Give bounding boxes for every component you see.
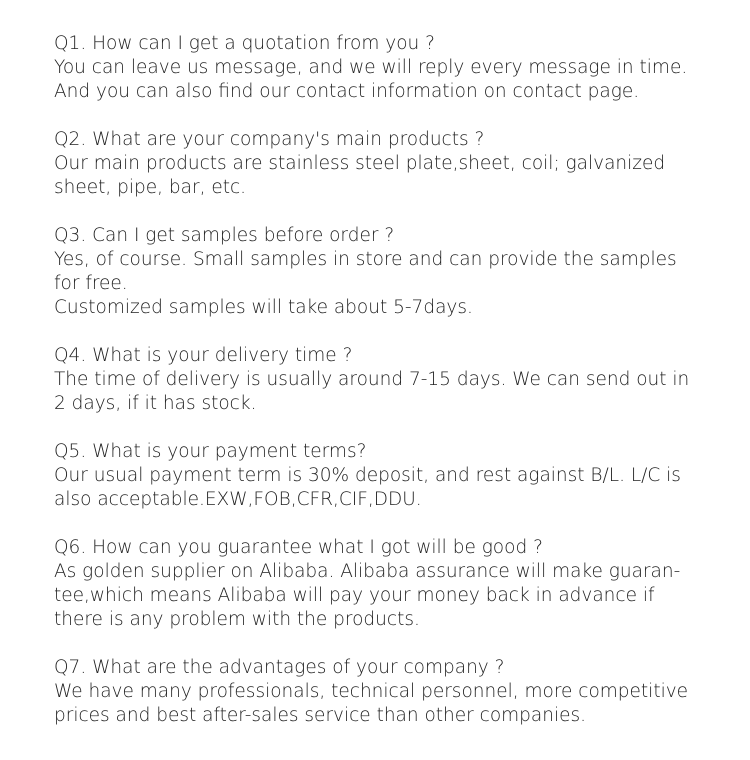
faq-item-q1 [54, 32, 734, 104]
faq-answer-line: Our main products are stainless steel plate,sheet, coil; galvanized [54, 153, 666, 174]
faq-answer-line: The time of delivery is usually around 7-15 days. We can send out in [54, 369, 690, 390]
faq-answer-line: for free. [54, 273, 128, 294]
faq-question: Q6. How can you guarantee what I got will be good ? [54, 537, 543, 558]
faq-answer-line: Yes, of course. Small samples in store and can provide the samples [54, 249, 677, 270]
faq-item-q4 [54, 344, 734, 416]
faq-question: Q3. Can I get samples before order ? [54, 225, 395, 246]
faq-answer-line: there is any problem with the products. [54, 609, 420, 630]
faq-answer-line: prices and best after-sales service than other companies. [54, 705, 587, 726]
faq-answer-line: You can leave us message, and we will reply every message in time. [54, 57, 688, 78]
faq-question: Q7. What are the advantages of your company ? [54, 657, 505, 678]
faq-item-q7 [54, 656, 734, 728]
faq-answer-line: As golden supplier on Alibaba. Alibaba assurance will make guaran- [54, 561, 681, 582]
faq-question: Q2. What are your company's main products ? [54, 129, 485, 150]
faq-question: Q4. What is your delivery time ? [54, 345, 353, 366]
faq-item-q3 [54, 224, 734, 320]
faq-item-q2 [54, 128, 734, 200]
faq-answer-line: sheet, pipe, bar, etc. [54, 177, 247, 198]
faq-answer-line: Customized samples will take about 5-7days. [54, 297, 473, 318]
faq-item-q5 [54, 440, 734, 512]
faq-answer-line: And you can also find our contact information on contact page. [54, 81, 640, 102]
faq-answer-line: We have many professionals, technical personnel, more competitive [54, 681, 689, 702]
faq-item-q6 [54, 536, 734, 632]
faq-question: Q1. How can I get a quotation from you ? [54, 33, 435, 54]
faq-answer-line: tee,which means Alibaba will pay your money back in advance if [54, 585, 655, 606]
faq-question: Q5. What is your payment terms? [54, 441, 367, 462]
faq-answer-line: also acceptable.EXW,FOB,CFR,CIF,DDU. [54, 489, 422, 510]
faq-answer-line: Our usual payment term is 30% deposit, and rest against B/L. L/C is [54, 465, 681, 486]
faq-answer-line: 2 days, if it has stock. [54, 393, 257, 414]
faq-list [54, 32, 734, 728]
